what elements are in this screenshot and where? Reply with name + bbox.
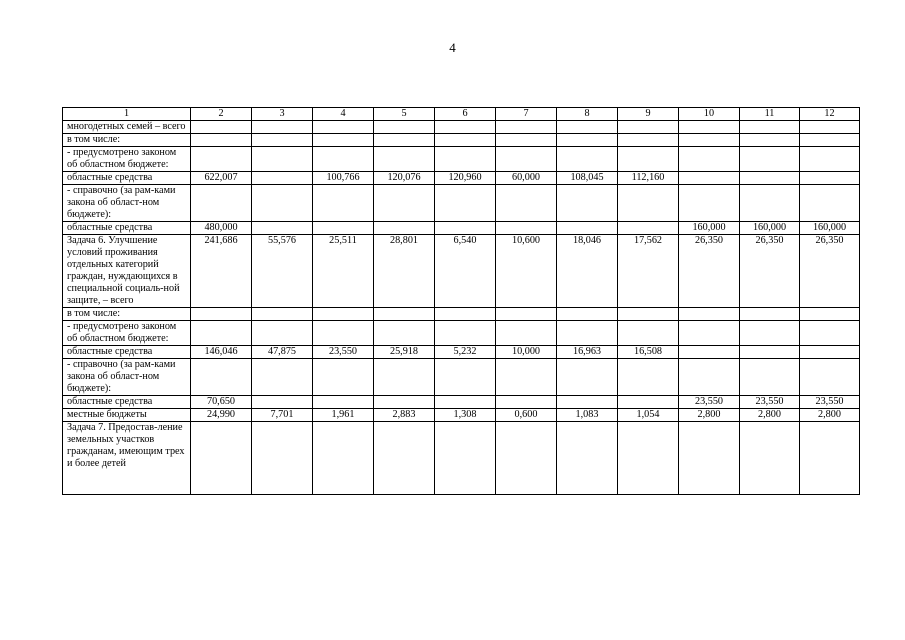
value-cell: 26,350 bbox=[679, 235, 740, 308]
value-cell bbox=[679, 147, 740, 172]
table-row bbox=[63, 147, 860, 172]
value-cell bbox=[618, 121, 679, 134]
column-number: 8 bbox=[557, 108, 618, 121]
table-row bbox=[63, 172, 860, 185]
value-cell: 23,550 bbox=[740, 396, 800, 409]
value-cell bbox=[435, 222, 496, 235]
value-cell bbox=[557, 321, 618, 346]
value-cell bbox=[252, 134, 313, 147]
value-cell: 23,550 bbox=[313, 346, 374, 359]
header-row bbox=[63, 108, 860, 121]
value-cell: 25,511 bbox=[313, 235, 374, 308]
row-label: - предусмотрено законом об областном бюджете: bbox=[63, 321, 191, 346]
value-cell bbox=[800, 422, 860, 495]
table-row bbox=[63, 396, 860, 409]
value-cell: 26,350 bbox=[740, 235, 800, 308]
value-cell bbox=[374, 308, 435, 321]
value-cell bbox=[618, 134, 679, 147]
value-cell bbox=[313, 422, 374, 495]
value-cell: 6,540 bbox=[435, 235, 496, 308]
value-cell bbox=[740, 185, 800, 222]
value-cell bbox=[374, 222, 435, 235]
column-number: 3 bbox=[252, 108, 313, 121]
value-cell bbox=[496, 396, 557, 409]
value-cell bbox=[313, 321, 374, 346]
value-cell: 10,600 bbox=[496, 235, 557, 308]
column-number: 2 bbox=[191, 108, 252, 121]
table-row bbox=[63, 185, 860, 222]
row-label: областные средства bbox=[63, 172, 191, 185]
value-cell bbox=[740, 321, 800, 346]
table-row bbox=[63, 121, 860, 134]
value-cell: 70,650 bbox=[191, 396, 252, 409]
column-number: 4 bbox=[313, 108, 374, 121]
value-cell bbox=[740, 121, 800, 134]
value-cell bbox=[374, 396, 435, 409]
value-cell bbox=[252, 222, 313, 235]
row-label: в том числе: bbox=[63, 134, 191, 147]
value-cell bbox=[740, 359, 800, 396]
value-cell: 160,000 bbox=[800, 222, 860, 235]
column-number: 7 bbox=[496, 108, 557, 121]
value-cell bbox=[496, 121, 557, 134]
value-cell: 160,000 bbox=[679, 222, 740, 235]
value-cell: 24,990 bbox=[191, 409, 252, 422]
value-cell: 1,054 bbox=[618, 409, 679, 422]
value-cell bbox=[252, 308, 313, 321]
value-cell bbox=[435, 422, 496, 495]
value-cell bbox=[740, 346, 800, 359]
value-cell bbox=[740, 134, 800, 147]
value-cell bbox=[496, 422, 557, 495]
value-cell bbox=[191, 134, 252, 147]
value-cell: 1,083 bbox=[557, 409, 618, 422]
value-cell bbox=[618, 308, 679, 321]
value-cell bbox=[496, 185, 557, 222]
value-cell bbox=[679, 359, 740, 396]
row-label: - предусмотрено законом об областном бюджете: bbox=[63, 147, 191, 172]
value-cell bbox=[252, 172, 313, 185]
value-cell bbox=[740, 422, 800, 495]
value-cell: 18,046 bbox=[557, 235, 618, 308]
value-cell bbox=[800, 185, 860, 222]
table-row bbox=[63, 346, 860, 359]
value-cell bbox=[191, 185, 252, 222]
column-number: 1 bbox=[63, 108, 191, 121]
value-cell: 480,000 bbox=[191, 222, 252, 235]
value-cell bbox=[435, 185, 496, 222]
value-cell bbox=[191, 359, 252, 396]
value-cell bbox=[435, 308, 496, 321]
row-label: областные средства bbox=[63, 396, 191, 409]
table-row bbox=[63, 321, 860, 346]
value-cell bbox=[374, 185, 435, 222]
value-cell bbox=[679, 172, 740, 185]
value-cell bbox=[374, 321, 435, 346]
value-cell bbox=[435, 321, 496, 346]
value-cell: 16,508 bbox=[618, 346, 679, 359]
value-cell: 23,550 bbox=[679, 396, 740, 409]
value-cell: 55,576 bbox=[252, 235, 313, 308]
value-cell bbox=[618, 396, 679, 409]
value-cell bbox=[435, 134, 496, 147]
value-cell bbox=[496, 321, 557, 346]
value-cell: 241,686 bbox=[191, 235, 252, 308]
value-cell: 160,000 bbox=[740, 222, 800, 235]
value-cell: 146,046 bbox=[191, 346, 252, 359]
value-cell: 2,883 bbox=[374, 409, 435, 422]
value-cell bbox=[496, 134, 557, 147]
row-label: в том числе: bbox=[63, 308, 191, 321]
value-cell: 622,007 bbox=[191, 172, 252, 185]
table-row bbox=[63, 134, 860, 147]
value-cell bbox=[557, 308, 618, 321]
value-cell bbox=[435, 147, 496, 172]
value-cell: 7,701 bbox=[252, 409, 313, 422]
value-cell: 2,800 bbox=[740, 409, 800, 422]
value-cell bbox=[313, 134, 374, 147]
value-cell bbox=[800, 308, 860, 321]
value-cell bbox=[252, 396, 313, 409]
value-cell bbox=[496, 359, 557, 396]
value-cell bbox=[252, 321, 313, 346]
row-label: областные средства bbox=[63, 346, 191, 359]
value-cell bbox=[800, 121, 860, 134]
column-number: 12 bbox=[800, 108, 860, 121]
value-cell bbox=[618, 147, 679, 172]
column-number: 10 bbox=[679, 108, 740, 121]
value-cell bbox=[252, 147, 313, 172]
value-cell bbox=[313, 147, 374, 172]
value-cell bbox=[313, 185, 374, 222]
value-cell bbox=[557, 185, 618, 222]
value-cell bbox=[740, 172, 800, 185]
value-cell bbox=[679, 321, 740, 346]
value-cell: 17,562 bbox=[618, 235, 679, 308]
value-cell bbox=[679, 121, 740, 134]
value-cell: 5,232 bbox=[435, 346, 496, 359]
value-cell bbox=[374, 422, 435, 495]
value-cell: 120,960 bbox=[435, 172, 496, 185]
value-cell: 0,600 bbox=[496, 409, 557, 422]
row-label: местные бюджеты bbox=[63, 409, 191, 422]
value-cell: 108,045 bbox=[557, 172, 618, 185]
value-cell bbox=[557, 422, 618, 495]
value-cell bbox=[618, 185, 679, 222]
value-cell bbox=[374, 359, 435, 396]
value-cell bbox=[800, 147, 860, 172]
page-number: 4 bbox=[449, 40, 456, 55]
value-cell bbox=[374, 134, 435, 147]
row-label: Задача 6. Улучшение условий проживания отдельных категорий граждан, нуждающихся в специальной социаль-ной защите, – всего bbox=[63, 235, 191, 308]
value-cell bbox=[252, 422, 313, 495]
value-cell bbox=[618, 359, 679, 396]
value-cell: 23,550 bbox=[800, 396, 860, 409]
row-label: Задача 7. Предостав-ление земельных участков гражданам, имеющим трех и более детей bbox=[63, 422, 191, 495]
value-cell: 25,918 bbox=[374, 346, 435, 359]
value-cell bbox=[618, 321, 679, 346]
table-row bbox=[63, 409, 860, 422]
value-cell bbox=[557, 134, 618, 147]
value-cell bbox=[557, 147, 618, 172]
value-cell bbox=[557, 222, 618, 235]
row-label: областные средства bbox=[63, 222, 191, 235]
table-body bbox=[63, 108, 860, 495]
value-cell: 16,963 bbox=[557, 346, 618, 359]
value-cell bbox=[740, 147, 800, 172]
value-cell: 2,800 bbox=[800, 409, 860, 422]
value-cell bbox=[374, 121, 435, 134]
column-number: 9 bbox=[618, 108, 679, 121]
value-cell bbox=[435, 396, 496, 409]
value-cell bbox=[252, 359, 313, 396]
value-cell: 1,961 bbox=[313, 409, 374, 422]
value-cell bbox=[679, 422, 740, 495]
value-cell: 47,875 bbox=[252, 346, 313, 359]
value-cell bbox=[496, 308, 557, 321]
value-cell: 26,350 bbox=[800, 235, 860, 308]
value-cell bbox=[679, 185, 740, 222]
table-row bbox=[63, 422, 860, 495]
value-cell bbox=[191, 147, 252, 172]
value-cell bbox=[252, 121, 313, 134]
value-cell bbox=[679, 308, 740, 321]
value-cell bbox=[800, 172, 860, 185]
value-cell bbox=[800, 321, 860, 346]
value-cell bbox=[800, 346, 860, 359]
column-number: 6 bbox=[435, 108, 496, 121]
value-cell: 120,076 bbox=[374, 172, 435, 185]
value-cell bbox=[557, 359, 618, 396]
row-label: - справочно (за рам-ками закона об област-ном бюджете): bbox=[63, 359, 191, 396]
value-cell: 1,308 bbox=[435, 409, 496, 422]
value-cell bbox=[496, 147, 557, 172]
table-row bbox=[63, 359, 860, 396]
value-cell bbox=[800, 359, 860, 396]
value-cell bbox=[435, 359, 496, 396]
budget-table bbox=[62, 107, 860, 495]
value-cell bbox=[313, 396, 374, 409]
table-row bbox=[63, 308, 860, 321]
value-cell: 112,160 bbox=[618, 172, 679, 185]
value-cell bbox=[313, 308, 374, 321]
value-cell bbox=[557, 396, 618, 409]
value-cell bbox=[191, 422, 252, 495]
value-cell bbox=[435, 121, 496, 134]
value-cell bbox=[374, 147, 435, 172]
row-label: многодетных семей – всего bbox=[63, 121, 191, 134]
column-number: 11 bbox=[740, 108, 800, 121]
value-cell bbox=[313, 121, 374, 134]
value-cell bbox=[191, 308, 252, 321]
value-cell bbox=[496, 222, 557, 235]
value-cell bbox=[191, 321, 252, 346]
value-cell bbox=[679, 134, 740, 147]
table-row bbox=[63, 235, 860, 308]
value-cell bbox=[252, 185, 313, 222]
column-number: 5 bbox=[374, 108, 435, 121]
row-label: - справочно (за рам-ками закона об област-ном бюджете): bbox=[63, 185, 191, 222]
value-cell bbox=[191, 121, 252, 134]
value-cell: 28,801 bbox=[374, 235, 435, 308]
value-cell bbox=[313, 359, 374, 396]
table-row bbox=[63, 222, 860, 235]
value-cell bbox=[557, 121, 618, 134]
value-cell: 60,000 bbox=[496, 172, 557, 185]
value-cell bbox=[618, 422, 679, 495]
value-cell: 2,800 bbox=[679, 409, 740, 422]
value-cell bbox=[800, 134, 860, 147]
value-cell: 10,000 bbox=[496, 346, 557, 359]
value-cell bbox=[618, 222, 679, 235]
value-cell bbox=[679, 346, 740, 359]
value-cell: 100,766 bbox=[313, 172, 374, 185]
value-cell bbox=[740, 308, 800, 321]
value-cell bbox=[313, 222, 374, 235]
